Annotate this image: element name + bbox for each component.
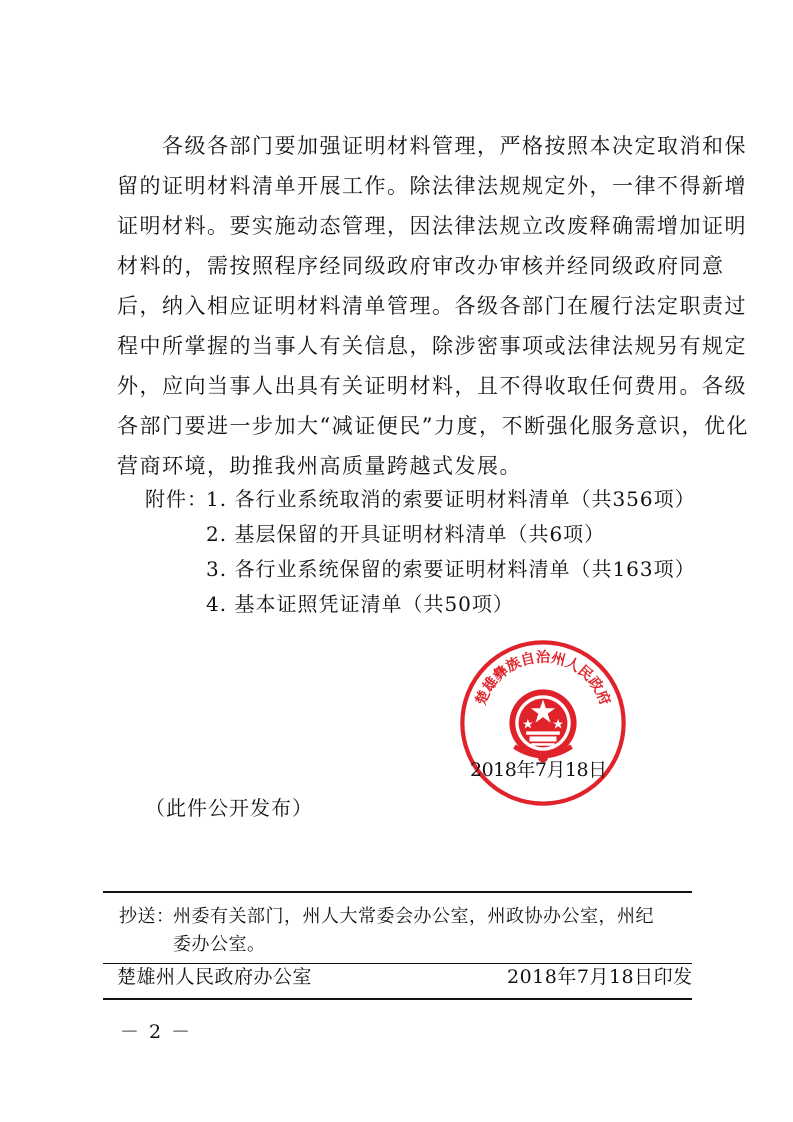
page-number: － 2 －: [120, 1021, 193, 1043]
paragraph-line: 材料的，需按照程序经同级政府审改办审核并经同级政府同意: [117, 254, 725, 278]
public-release-note: （此件公开发布）: [145, 796, 313, 820]
attachment-item: 2. 基层保留的开具证明材料清单（共6项）: [206, 522, 606, 546]
issue-date: 2018年7月18日印发: [507, 966, 693, 988]
paragraph-line: 各部门要进一步加大“减证便民”力度，不断强化服务意识，优化: [117, 414, 749, 438]
paragraph-line: 外，应向当事人出具有关证明材料，且不得收取任何费用。各级: [117, 374, 747, 398]
paragraph-line: 营商环境，助推我州高质量跨越式发展。: [117, 454, 522, 478]
attachment-label: 附件：: [145, 487, 208, 511]
attachment-item: 4. 基本证照凭证清单（共50项）: [206, 592, 514, 616]
seal-org-text: 楚雄彝族自治州人民政府: [473, 649, 613, 708]
top-rule: [103, 891, 692, 893]
attachment-item: 1. 各行业系统取消的索要证明材料清单（共356项）: [206, 487, 696, 511]
attachment-item: 3. 各行业系统保留的索要证明材料清单（共163项）: [206, 557, 696, 581]
paragraph-line: 后，纳入相应证明材料清单管理。各级各部门在履行法定职责过: [117, 294, 747, 318]
paragraph-line: 程中所掌握的当事人有关信息，除涉密事项或法律法规另有规定: [117, 334, 747, 358]
paragraph-line: 留的证明材料清单开展工作。除法律法规规定外，一律不得新增: [117, 174, 747, 198]
national-emblem-icon: [509, 689, 576, 762]
paragraph-line: 证明材料。要实施动态管理，因法律法规立改废释确需增加证明: [117, 214, 747, 238]
signature-date: 2018年7月18日: [470, 759, 607, 781]
paragraph-line: 各级各部门要加强证明材料管理，严格按照本决定取消和保: [117, 134, 747, 158]
issuing-office: 楚雄州人民政府办公室: [117, 966, 313, 988]
cc-recipients-continued: 委办公室。: [173, 934, 266, 955]
cc-label: 抄送：: [119, 906, 175, 927]
cc-recipients: 州委有关部门，州人大常委会办公室，州政协办公室，州纪: [173, 906, 654, 927]
bottom-rule: [103, 998, 692, 1000]
